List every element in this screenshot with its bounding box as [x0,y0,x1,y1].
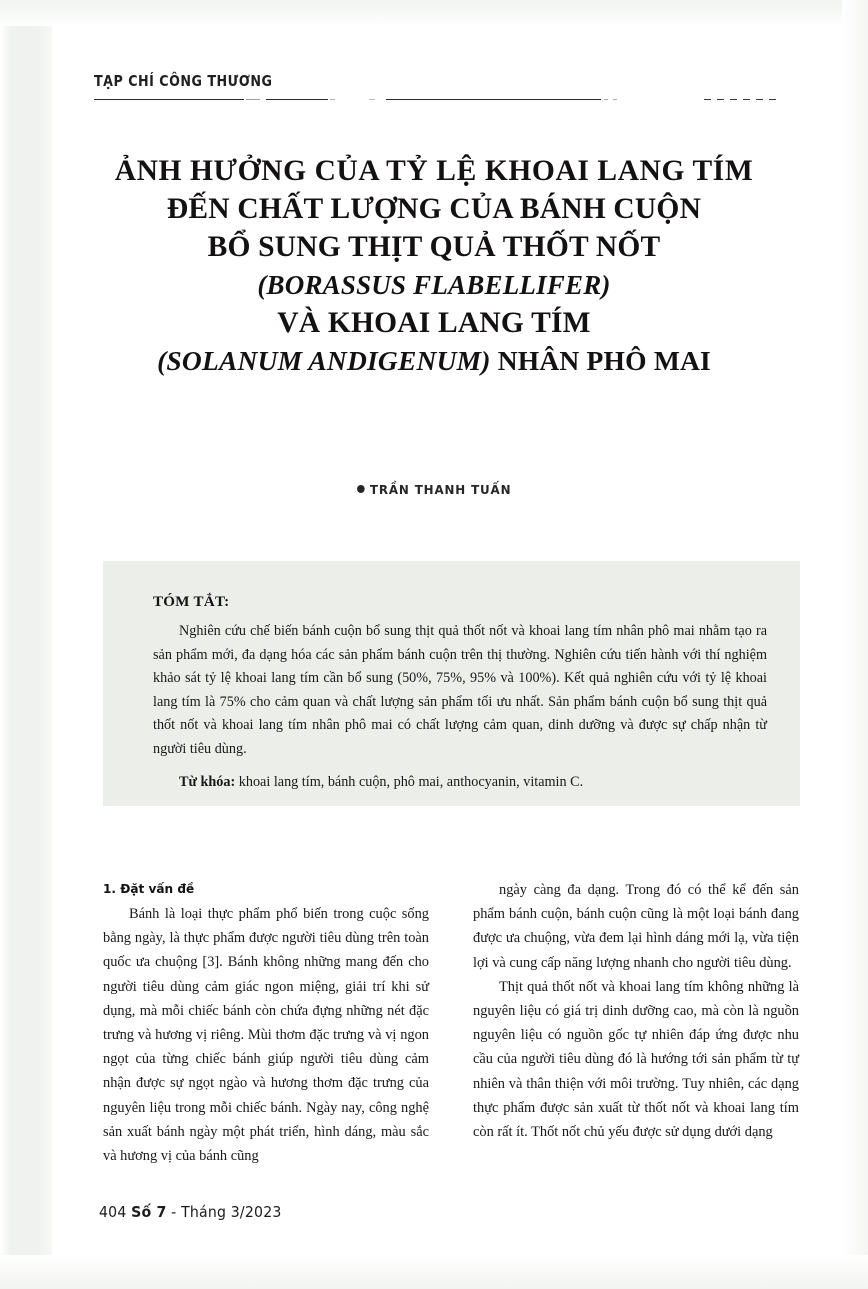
rule-segment [386,99,601,100]
abstract-paragraph: Nghiên cứu chế biến bánh cuộn bổ sung thịt quả thốt nốt và khoai lang tím nhân phô mai nhằm tạo ra sản phẩm mới, đa dạng hóa các sản phẩm bánh cuộn trên thị thường. Nghiên cứu tiến hành với thí nghiệm khảo sát tỷ lệ khoai lang tím cần bổ sung (50%, 75%, 95% và 100%). Kết quả nghiên cứu với tỷ lệ khoai lang tím là 75% cho cảm quan và chất lượng sản phẩm tối ưu nhất. Sản phẩm bánh cuộn bổ sung thịt quả thốt nốt và khoai lang tím nhân phô mai có chất lượng cảm quan, dinh dưỡng và được sự chấp nhận từ người tiêu dùng. [153,623,767,757]
title-line-4-species: (BORASSUS FLABELLIFER) [257,270,611,300]
page-footer [99,1203,282,1221]
title-line-5: VÀ KHOAI LANG TÍM [277,307,591,339]
masthead-divider-rule [94,99,774,101]
rule-segment [94,99,244,100]
author-name: TRẦN THANH TUẤN [369,482,512,497]
title-line-6 [58,342,810,380]
scan-edge-left [0,0,52,1289]
body-column-left [103,878,429,1168]
body-paragraph: ngày càng đa dạng. Trong đó có thể kể đến sản phẩm bánh cuộn, bánh cuộn cũng là một loại bánh đang được ưa chuộng, vừa đem lại hình dáng mới lạ, vừa tiện lợi và cung cấp năng lượng nhanh cho người tiêu dùng. [473,882,799,971]
keywords-label: Từ khóa: [179,773,236,790]
footer-issue: Số 7 [131,1203,167,1221]
scan-edge-bottom [0,1255,868,1289]
body-column-right [473,878,799,1168]
abstract-keywords [153,771,767,795]
rule-segment [246,99,260,100]
article-title [58,152,810,380]
rule-segment [266,99,328,100]
body-paragraph: Bánh là loại thực phẩm phổ biến trong cuộc sống bằng ngày, là thực phẩm được người tiêu dùng trên toàn quốc ưa chuộng [3]. Bánh không những mang đến cho người tiêu dùng cảm giác ngon miệng, giải trí khi sử dụng, mà mỗi chiếc bánh còn chứa đựng những nét đặc trưng và hương vị riêng. Mùi thơm đặc trưng và vị ngon ngọt của từng chiếc bánh giúp người tiêu dùng cảm nhận được sự ngọt ngào và hương thơm đặc trưng của nguyên liệu trong mỗi chiếc bánh. Ngày nay, công nghệ sản xuất bánh ngày một phát triển, hình dáng, màu sắc và hương vị của bánh cũng [103,906,429,1165]
rule-segment-dashed [704,99,776,100]
abstract-heading: TÓM TẮT: [153,594,230,610]
rule-segment [369,99,375,100]
abstract-content [153,594,767,794]
footer-page-number: 404 [99,1203,132,1221]
scan-edge-right [842,0,868,1289]
abstract-box [103,561,800,806]
body-paragraph: Thịt quả thốt nốt và khoai lang tím không những là nguyên liệu có giá trị dinh dưỡng cao, mà còn là nguồn nguyên liệu có nguồn gốc tự nhiên đáp ứng được nhu cầu của người tiêu dùng đó là hướng tới sản phẩm từ tự nhiên và thân thiện với môi trường. Tuy nhiên, các dạng thực phẩm được sản xuất từ thốt nốt và khoai lang tím còn rất ít. Thốt nốt chủ yếu được sử dụng dưới dạng [473,978,799,1141]
masthead [94,72,794,102]
title-line-1: ẢNH HƯỞNG CỦA TỶ LỆ KHOAI LANG TÍM [114,155,754,187]
footer-date: - Tháng 3/2023 [166,1203,282,1221]
rule-segment [604,99,608,100]
title-line-3: BỔ SUNG THỊT QUẢ THỐT NỐT [207,231,661,263]
title-line-6-roman: NHÂN PHÔ MAI [490,345,711,376]
bullet-icon [357,485,365,493]
title-line-2: ĐẾN CHẤT LƯỢNG CỦA BÁNH CUỘN [166,193,702,225]
scan-edge-top [0,0,868,26]
author-byline [77,482,791,497]
keywords-value: khoai lang tím, bánh cuộn, phô mai, anthocyanin, vitamin C. [235,773,584,790]
rule-segment [330,99,335,100]
title-line-6-species: (SOLANUM ANDIGENUM) [157,345,491,376]
rule-segment [613,99,617,100]
section-heading: 1. Đặt vấn đề [103,881,195,896]
masthead-title: TẠP CHÍ CÔNG THƯƠNG [94,72,273,90]
body-columns [103,878,800,1168]
